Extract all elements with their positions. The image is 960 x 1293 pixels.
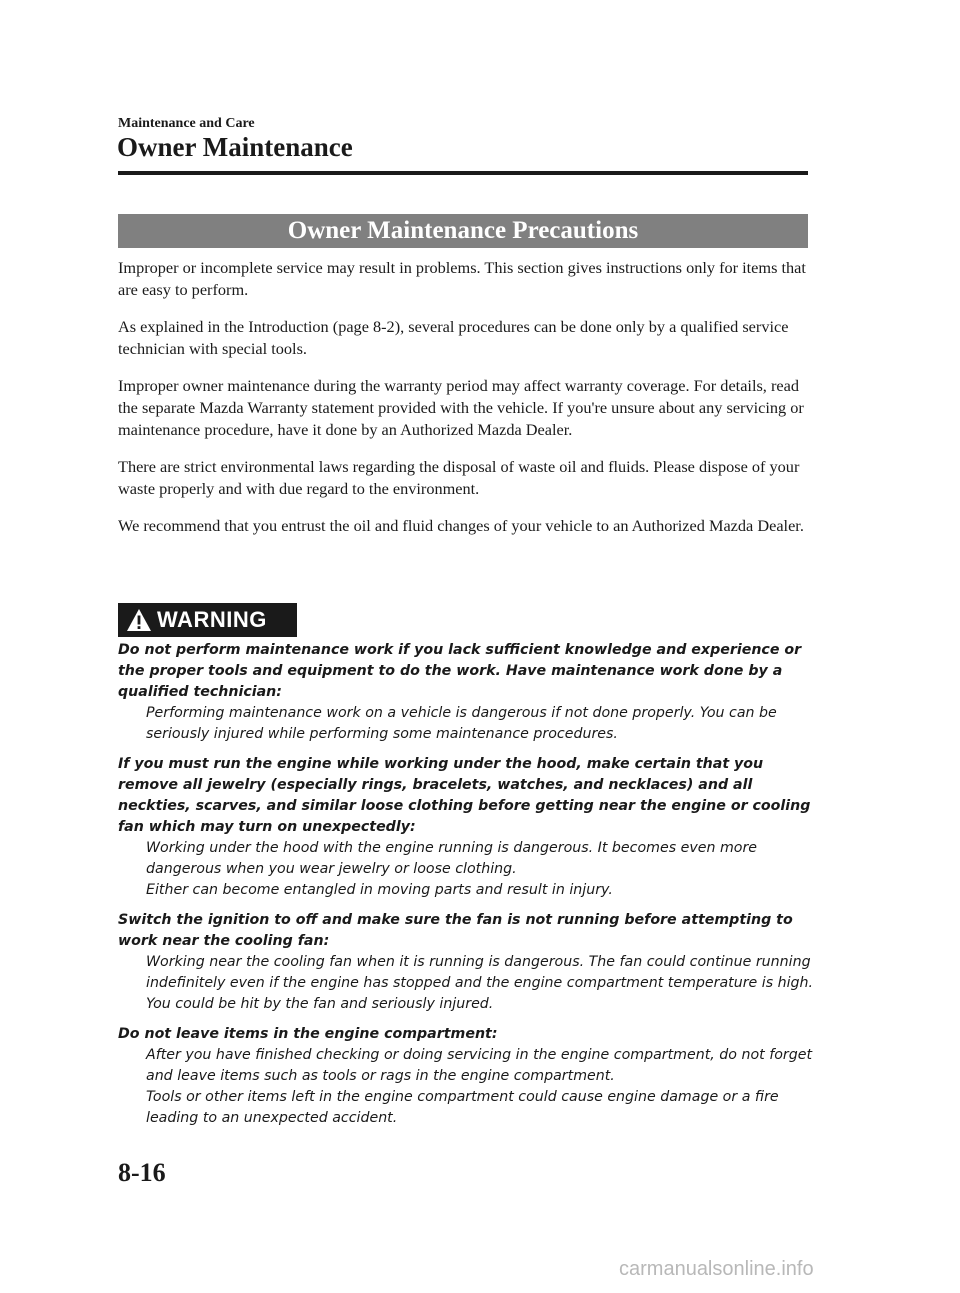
chapter-title: Owner Maintenance bbox=[117, 132, 353, 162]
warning-label: WARNING bbox=[157, 607, 267, 632]
warning-detail: Working under the hood with the engine running is dangerous. It becomes even more dangerous when you wear jewelry or loose clothing. bbox=[146, 840, 758, 877]
section-banner-title: Owner Maintenance Precautions bbox=[287, 217, 639, 244]
warning-detail: Performing maintenance work on a vehicle is dangerous if not done properly. You can be seriously injured while performing some maintenance procedures. bbox=[146, 705, 777, 742]
section-label: Maintenance and Care bbox=[118, 116, 255, 131]
warning-item bbox=[118, 910, 818, 1015]
paragraph: We recommend that you entrust the oil and fluid changes of your vehicle to an Authorized Mazda Dealer. bbox=[118, 516, 804, 535]
warning-item bbox=[118, 1024, 818, 1129]
warning-detail: Working near the cooling fan when it is running is dangerous. The fan could continue running indefinitely even if the engine has stopped and the engine compartment temperature is high. You could be hit by the fan and seriously injured. bbox=[146, 954, 814, 1012]
warning-heading: Do not leave items in the engine compartment: bbox=[118, 1026, 498, 1042]
paragraph: There are strict environmental laws regarding the disposal of waste oil and fluids. Please dispose of your waste properly and with due regard to the environment. bbox=[118, 457, 800, 498]
warning-item bbox=[118, 640, 818, 745]
body-text bbox=[118, 257, 808, 552]
paragraph: Improper or incomplete service may result in problems. This section gives instructions only for items that are easy to perform. bbox=[118, 258, 806, 299]
chapter-divider bbox=[118, 171, 808, 175]
paragraph: Improper owner maintenance during the warranty period may affect warranty coverage. For details, read the separate Mazda Warranty statement provided with the vehicle. If you're unsure about any servicing or maintenance procedure, have it done by an Authorized Mazda Dealer. bbox=[118, 376, 804, 439]
section-banner bbox=[118, 214, 808, 248]
warning-detail: After you have finished checking or doing servicing in the engine compartment, do not forget and leave items such as tools or rags in the engine compartment. bbox=[146, 1047, 813, 1084]
warning-label-box bbox=[118, 603, 297, 637]
warning-heading: Do not perform maintenance work if you lack sufficient knowledge and experience or the proper tools and equipment to do the work. Have maintenance work done by a qualified technician: bbox=[118, 642, 802, 700]
warning-triangle-icon bbox=[126, 608, 152, 632]
warning-detail: Tools or other items left in the engine compartment could cause engine damage or a fire leading to an unexpected accident. bbox=[146, 1089, 779, 1126]
page-number: 8-16 bbox=[118, 1158, 166, 1187]
paragraph: As explained in the Introduction (page 8-2), several procedures can be done only by a qualified service technician with special tools. bbox=[118, 317, 789, 358]
warning-list bbox=[118, 640, 818, 1138]
warning-detail: Either can become entangled in moving parts and result in injury. bbox=[146, 882, 613, 898]
warning-heading: Switch the ignition to off and make sure the fan is not running before attempting to work near the cooling fan: bbox=[118, 912, 793, 949]
watermark-link[interactable]: carmanualsonline.info bbox=[619, 1258, 814, 1280]
warning-item bbox=[118, 754, 818, 901]
warning-heading: If you must run the engine while working under the hood, make certain that you remove all jewelry (especially rings, bracelets, watches, and necklaces) and all neckties, scarves, and similar loose clothing before getting near the engine or cooling fan which may turn on unexpectedly: bbox=[118, 756, 811, 835]
